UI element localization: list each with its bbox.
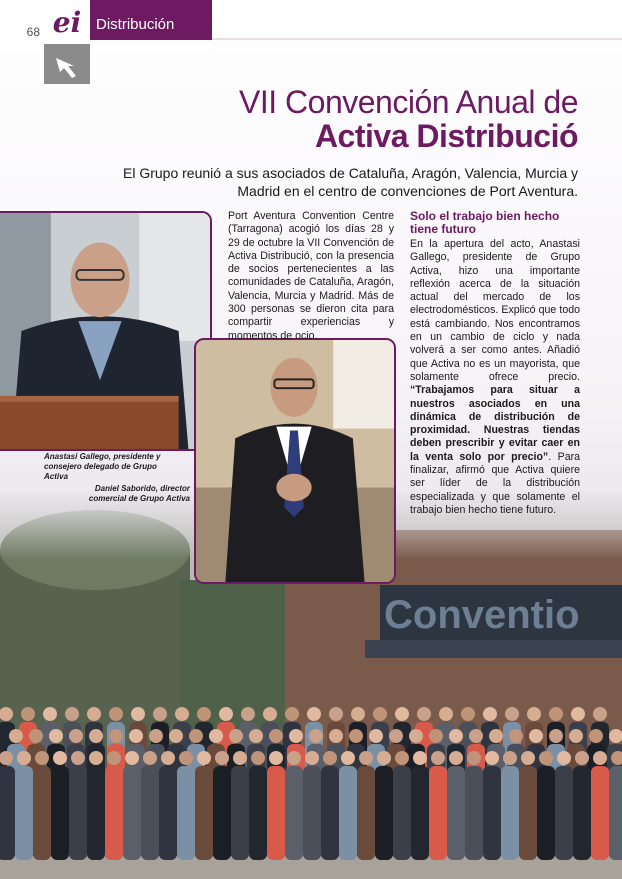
- article-title-line2: Activa Distribució: [314, 118, 578, 154]
- crowd-person-body: [307, 744, 325, 856]
- crowd-person-head: [449, 729, 463, 743]
- crowd-person-body: [167, 744, 185, 856]
- crowd-person-body: [607, 744, 622, 856]
- crowd-person-head: [377, 751, 391, 765]
- crowd-person-body: [447, 744, 465, 856]
- crowd-person-body: [107, 722, 125, 852]
- crowd-person-head: [305, 751, 319, 765]
- crowd-person-body: [151, 722, 169, 852]
- crowd-person-head: [249, 729, 263, 743]
- crowd-person-head: [309, 729, 323, 743]
- crowd-person-head: [125, 751, 139, 765]
- crowd-person-body: [567, 744, 585, 856]
- crowd-person-body: [347, 744, 365, 856]
- crowd-person-head: [439, 707, 453, 721]
- crowd-person-head: [179, 751, 193, 765]
- crowd-person-head: [593, 751, 607, 765]
- magazine-logo: [44, 0, 90, 44]
- crowd-person-body: [247, 744, 265, 856]
- article-title-line1: VII Convención Anual de: [239, 84, 578, 120]
- page-number: 68: [26, 25, 40, 39]
- crowd-person-body: [261, 722, 279, 852]
- crowd-person-body: [371, 722, 389, 852]
- crowd-person-body: [27, 744, 45, 856]
- crowd-person-body: [447, 766, 465, 860]
- crowd-person-head: [87, 707, 101, 721]
- crowd-person-head: [611, 751, 622, 765]
- crowd-person-body: [609, 766, 622, 860]
- crowd-person-head: [0, 751, 13, 765]
- crowd-person-head: [503, 751, 517, 765]
- crowd-person-head: [169, 729, 183, 743]
- crowd-person-body: [127, 744, 145, 856]
- crowd-person-head: [413, 751, 427, 765]
- crowd-person-body: [63, 722, 81, 852]
- crowd-person-head: [219, 707, 233, 721]
- column-2-text-closing: . Para finalizar, afirmó que Activa quiere ser líder de la distribución especializada y que solamente el trabajo bien hecho tiene futuro.: [410, 450, 581, 516]
- caption-photo-1: Anastasi Gallego, presidente y consejero delegado de Grupo Activa: [44, 452, 161, 481]
- crowd-person-head: [521, 751, 535, 765]
- crowd-person-body: [375, 766, 393, 860]
- crowd-person-head: [89, 751, 103, 765]
- crowd-person-body: [129, 722, 147, 852]
- crowd-person-head: [71, 751, 85, 765]
- crowd-person-head: [29, 729, 43, 743]
- crowd-person-head: [53, 751, 67, 765]
- crowd-person-head: [429, 729, 443, 743]
- crowd-person-body: [207, 744, 225, 856]
- crowd-person-head: [389, 729, 403, 743]
- crowd-person-head: [485, 751, 499, 765]
- crowd-person-body: [7, 744, 25, 856]
- crowd-person-head: [557, 751, 571, 765]
- crowd-person-head: [467, 751, 481, 765]
- crowd-person-head: [197, 707, 211, 721]
- crowd-person-head: [417, 707, 431, 721]
- crowd-person-head: [329, 729, 343, 743]
- crowd-person-body: [527, 744, 545, 856]
- crowd-person-body: [67, 744, 85, 856]
- crowd-person-head: [527, 707, 541, 721]
- crowd-person-head: [131, 707, 145, 721]
- crowd-person-body: [503, 722, 521, 852]
- crowd-person-head: [569, 729, 583, 743]
- crowd-person-head: [395, 707, 409, 721]
- crowd-person-head: [609, 729, 622, 743]
- crowd-person-body: [393, 766, 411, 860]
- crowd-person-head: [593, 707, 607, 721]
- crowd-person-body: [411, 766, 429, 860]
- crowd-person-body: [147, 744, 165, 856]
- crowd-person-head: [69, 729, 83, 743]
- crowd-person-body: [141, 766, 159, 860]
- logo-text: ei: [52, 5, 82, 39]
- crowd-person-body: [105, 766, 123, 860]
- crowd-person-body: [173, 722, 191, 852]
- crowd-person-head: [539, 751, 553, 765]
- section-label: Distribución: [90, 0, 212, 40]
- crowd: [0, 707, 622, 860]
- article-column-1: Port Aventura Convention Centre (Tarragona) acogió los días 28 y 29 de octubre la VII Convención de Activa Distribució, con la presencia de socios pertenecientes a las comunidades de Cataluña, Aragón, Valencia, Murcia y Madrid. Más de 300 personas se dieron cita para compartir experiencias y momentos de ocio.: [228, 210, 394, 342]
- crowd-person-head: [549, 707, 563, 721]
- crowd-person-head: [307, 707, 321, 721]
- crowd-person-body: [339, 766, 357, 860]
- crowd-person-body: [195, 722, 213, 852]
- crowd-person-body: [85, 722, 103, 852]
- crowd-person-body: [587, 744, 605, 856]
- crowd-person-body: [349, 722, 367, 852]
- crowd-person-body: [195, 766, 213, 860]
- crowd-person-head: [215, 751, 229, 765]
- crowd-person-body: [249, 766, 267, 860]
- crowd-person-head: [161, 751, 175, 765]
- crowd-person-head: [65, 707, 79, 721]
- crowd-person-head: [263, 707, 277, 721]
- crowd-person-head: [575, 751, 589, 765]
- crowd-person-body: [159, 766, 177, 860]
- crowd-person-head: [21, 707, 35, 721]
- crowd-person-body: [177, 766, 195, 860]
- crowd-person-body: [555, 766, 573, 860]
- crowd-person-head: [107, 751, 121, 765]
- crowd-person-head: [505, 707, 519, 721]
- crowd-person-body: [305, 722, 323, 852]
- crowd-person-body: [547, 744, 565, 856]
- crowd-person-body: [41, 722, 59, 852]
- crowd-person-body: [573, 766, 591, 860]
- photo-daniel-saborido: [194, 338, 396, 584]
- crowd-person-body: [231, 766, 249, 860]
- crowd-person-body: [437, 722, 455, 852]
- crowd-person-head: [349, 729, 363, 743]
- crowd-person-head: [43, 707, 57, 721]
- crowd-person-body: [367, 744, 385, 856]
- crowd-person-body: [415, 722, 433, 852]
- crowd-person-head: [197, 751, 211, 765]
- crowd-person-body: [591, 766, 609, 860]
- arrow-icon-graphic: [44, 44, 90, 84]
- crowd-person-head: [175, 707, 189, 721]
- crowd-person-head: [269, 729, 283, 743]
- crowd-person-head: [359, 751, 373, 765]
- crowd-person-head: [289, 729, 303, 743]
- crowd-person-body: [407, 744, 425, 856]
- crowd-person-body: [519, 766, 537, 860]
- crowd-person-body: [459, 722, 477, 852]
- crowd-person-body: [321, 766, 339, 860]
- crowd-person-head: [17, 751, 31, 765]
- arrow-icon: [44, 44, 90, 84]
- crowd-person-head: [483, 707, 497, 721]
- crowd-person-head: [209, 729, 223, 743]
- crowd-person-head: [409, 729, 423, 743]
- crowd-person-body: [15, 766, 33, 860]
- crowd-person-body: [267, 766, 285, 860]
- crowd-person-head: [351, 707, 365, 721]
- crowd-person-body: [87, 744, 105, 856]
- crowd-person-body: [285, 766, 303, 860]
- crowd-person-body: [283, 722, 301, 852]
- crowd-person-head: [323, 751, 337, 765]
- crowd-person-body: [591, 722, 609, 852]
- crowd-person-head: [251, 751, 265, 765]
- crowd-person-head: [571, 707, 585, 721]
- header-divider: [212, 38, 622, 40]
- crowd-person-head: [285, 707, 299, 721]
- crowd-person-body: [69, 766, 87, 860]
- crowd-person-body: [481, 722, 499, 852]
- crowd-person-body: [487, 744, 505, 856]
- crowd-person-body: [0, 722, 15, 852]
- crowd-person-head: [153, 707, 167, 721]
- crowd-person-body: [393, 722, 411, 852]
- crowd-person-head: [461, 707, 475, 721]
- crowd-person-head: [449, 751, 463, 765]
- crowd-person-body: [547, 722, 565, 852]
- crowd-person-body: [537, 766, 555, 860]
- crowd-person-head: [35, 751, 49, 765]
- crowd-person-head: [143, 751, 157, 765]
- crowd-person-body: [327, 722, 345, 852]
- crowd-person-body: [427, 744, 445, 856]
- crowd-person-head: [373, 707, 387, 721]
- crowd-person-body: [19, 722, 37, 852]
- crowd-person-head: [0, 707, 13, 721]
- crowd-person-body: [0, 766, 15, 860]
- convention-sign: Conventio: [384, 593, 580, 637]
- crowd-person-body: [507, 744, 525, 856]
- crowd-person-body: [47, 744, 65, 856]
- crowd-person-body: [239, 722, 257, 852]
- crowd-person-head: [287, 751, 301, 765]
- crowd-person-body: [123, 766, 141, 860]
- column-2-text-intro: En la apertura del acto, Anastasi Gallego, presidente de Grupo Activa, hizo una importante reflexión acerca de la situación actual del mercado de los electrodomésticos. Explicó que todo está cambiando. Nos encontramos en un cambio de ciclo y nada volverá a ser como antes. Añadió que Activa no es un mayorista, que solamente ofrece precio.: [410, 238, 580, 383]
- crowd-person-body: [465, 766, 483, 860]
- crowd-person-head: [341, 751, 355, 765]
- crowd-person-head: [9, 729, 23, 743]
- crowd-person-body: [217, 722, 235, 852]
- crowd-person-head: [489, 729, 503, 743]
- caption-photo-2: Daniel Saborido, director comercial de Grupo Activa: [88, 484, 190, 503]
- crowd-person-body: [107, 744, 125, 856]
- crowd-person-body: [87, 766, 105, 860]
- crowd-person-body: [483, 766, 501, 860]
- crowd-person-body: [227, 744, 245, 856]
- article-subtitle: El Grupo reunió a sus asociados de Cataluña, Aragón, Valencia, Murcia y Madrid en el centro de convenciones de Port Aventura.: [123, 165, 578, 199]
- crowd-person-head: [589, 729, 603, 743]
- crowd-person-head: [469, 729, 483, 743]
- crowd-person-head: [109, 707, 123, 721]
- crowd-person-body: [213, 766, 231, 860]
- crowd-person-body: [357, 766, 375, 860]
- crowd-person-head: [109, 729, 123, 743]
- crowd-person-head: [329, 707, 343, 721]
- crowd-person-head: [369, 729, 383, 743]
- crowd-person-body: [387, 744, 405, 856]
- crowd-person-body: [525, 722, 543, 852]
- column-2-quote: “Trabajamos para situar a nuestros asociados en una dinámica de distribución de proximidad. Nuestras tiendas deben prescribir y evitar caer en la venta solo por precio”: [410, 384, 580, 463]
- crowd-person-head: [395, 751, 409, 765]
- crowd-person-body: [429, 766, 447, 860]
- crowd-person-head: [431, 751, 445, 765]
- crowd-person-body: [51, 766, 69, 860]
- crowd-person-head: [241, 707, 255, 721]
- crowd-person-body: [287, 744, 305, 856]
- crowd-person-head: [529, 729, 543, 743]
- crowd-person-body: [501, 766, 519, 860]
- crowd-person-head: [149, 729, 163, 743]
- column-2-heading: Solo el trabajo bien hecho tiene futuro: [410, 209, 560, 236]
- article-column-2: [410, 238, 580, 517]
- crowd-person-head: [269, 751, 283, 765]
- crowd-person-body: [303, 766, 321, 860]
- crowd-person-head: [89, 729, 103, 743]
- photo-anastasi-gallego: [0, 211, 212, 451]
- crowd-person-body: [569, 722, 587, 852]
- crowd-person-head: [49, 729, 63, 743]
- crowd-person-head: [509, 729, 523, 743]
- crowd-person-body: [33, 766, 51, 860]
- crowd-person-body: [467, 744, 485, 856]
- crowd-person-head: [229, 729, 243, 743]
- crowd-person-body: [267, 744, 285, 856]
- crowd-person-head: [233, 751, 247, 765]
- crowd-person-head: [129, 729, 143, 743]
- crowd-person-head: [549, 729, 563, 743]
- crowd-person-body: [187, 744, 205, 856]
- crowd-person-head: [189, 729, 203, 743]
- crowd-person-body: [327, 744, 345, 856]
